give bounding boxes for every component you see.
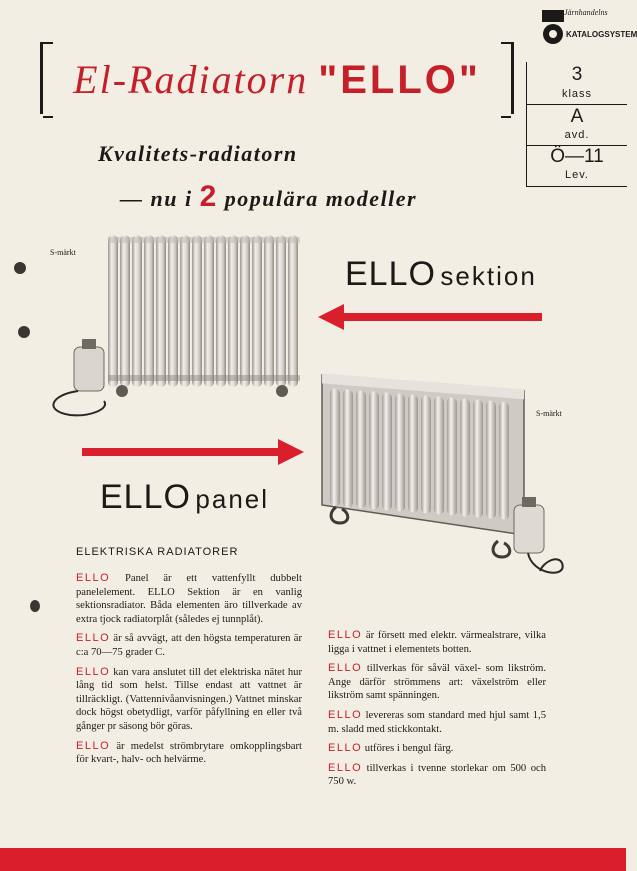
paragraph-lead: ELLO [328, 761, 363, 774]
paragraph-lead: ELLO [76, 739, 111, 752]
smarkt-label-panel: S-märkt [536, 409, 562, 418]
title-part-2: "ELLO" [318, 58, 481, 102]
arrow-left-icon [318, 302, 546, 332]
paragraph-lead: ELLO [76, 665, 111, 678]
paragraph-text: kan vara anslutet till det elektriska nätet hur lång tid som helst. Tillse endast att vattnet är tillräckligt. (Vattennivåanvisningen.) Vattnet minskar dock högst obetydligt, varför påfyllning en eller två gånger pr säsong bör göras. [76, 666, 302, 732]
paragraph-text: Panel är ett vattenfyllt dubbelt panelelement. ELLO Sektion är en vanlig sektionsradiator. Båda elementen äro tillverkade av extra tjock radiatorplåt (således ej tunnplåt). [76, 573, 302, 625]
avd-label: avd. [564, 129, 590, 141]
paragraph [328, 742, 546, 756]
paragraph [76, 666, 302, 734]
paragraph-text: är försett med elektr. värmealstrare, vilka ligga i vattnet i elementets botten. [328, 630, 546, 655]
tagline-prefix: — nu i [120, 186, 193, 211]
title-part-1: El-Radiatorn [73, 57, 309, 102]
paragraph-lead: ELLO [328, 662, 363, 675]
logo-bottom-text: KATALOGSYSTEM [566, 30, 637, 39]
paragraph-text: tillverkas för såväl växel- som likström. Ange därför strömmens art: växelström eller likström samt spänningen. [328, 663, 546, 702]
paragraph-lead: ELLO [76, 632, 111, 645]
paragraph [328, 762, 546, 789]
panel-radiator-image [318, 365, 578, 595]
tagline-line-2 [120, 180, 417, 214]
sektion-radiator-image [50, 225, 310, 425]
paragraph-text: är så avvägt, att den högsta temperaturen är c:a 70—75 grader C. [76, 633, 302, 658]
logo-top-text: Järnhandelns [564, 8, 608, 17]
paragraph-lead: ELLO [328, 708, 363, 721]
paragraph [328, 629, 546, 656]
katalogsystem-logo [538, 8, 637, 48]
section-heading: ELEKTRISKA RADIATORER [76, 546, 239, 558]
sektion-brand: ELLO [345, 255, 436, 293]
binder-hole [18, 326, 30, 338]
lev-value: Ö—11 [550, 146, 604, 167]
tagline-suffix: populära modeller [224, 186, 418, 211]
page-title [43, 56, 511, 103]
panel-brand: ELLO [100, 478, 191, 516]
paragraph-text: är medelst strömbrytare omkopplingsbart för kvart-, halv- och helvärme. [76, 740, 302, 766]
panel-type: panel [195, 484, 270, 514]
paragraph-text: tillverkas i tvenne storlekar om 500 och 750 w. [328, 762, 546, 788]
classification-box [526, 62, 627, 187]
lev-label: Lev. [565, 169, 589, 181]
binder-hole [30, 600, 40, 612]
klass-value: 3 [571, 64, 583, 85]
left-column [76, 572, 302, 767]
paragraph [76, 740, 302, 767]
paragraph-lead: ELLO [76, 572, 111, 584]
tagline-number: 2 [199, 180, 218, 213]
avd-value: A [570, 106, 584, 127]
arrow-right-icon [82, 437, 304, 467]
sektion-type: sektion [440, 261, 537, 291]
paragraph [76, 632, 302, 659]
klass-label: klass [561, 88, 593, 100]
paragraph-text: levereras som standard med hjul samt 1,5 m. sladd med stickkontakt. [328, 709, 546, 735]
paragraph [328, 709, 546, 736]
paragraph-lead: ELLO [328, 629, 363, 641]
paragraph-text: utföres i bengul färg. [364, 743, 454, 755]
sektion-label [345, 255, 537, 294]
tagline-line-1: Kvalitets-radiatorn [98, 141, 298, 166]
right-column [328, 629, 546, 789]
panel-label [100, 478, 269, 517]
bottom-red-bar [0, 848, 626, 871]
smarkt-label-sektion: S-märkt [50, 248, 76, 257]
title-frame [40, 42, 514, 114]
paragraph [76, 572, 302, 626]
divider [527, 104, 627, 105]
paragraph-lead: ELLO [328, 742, 363, 755]
paragraph [328, 662, 546, 703]
binder-hole [14, 262, 26, 274]
